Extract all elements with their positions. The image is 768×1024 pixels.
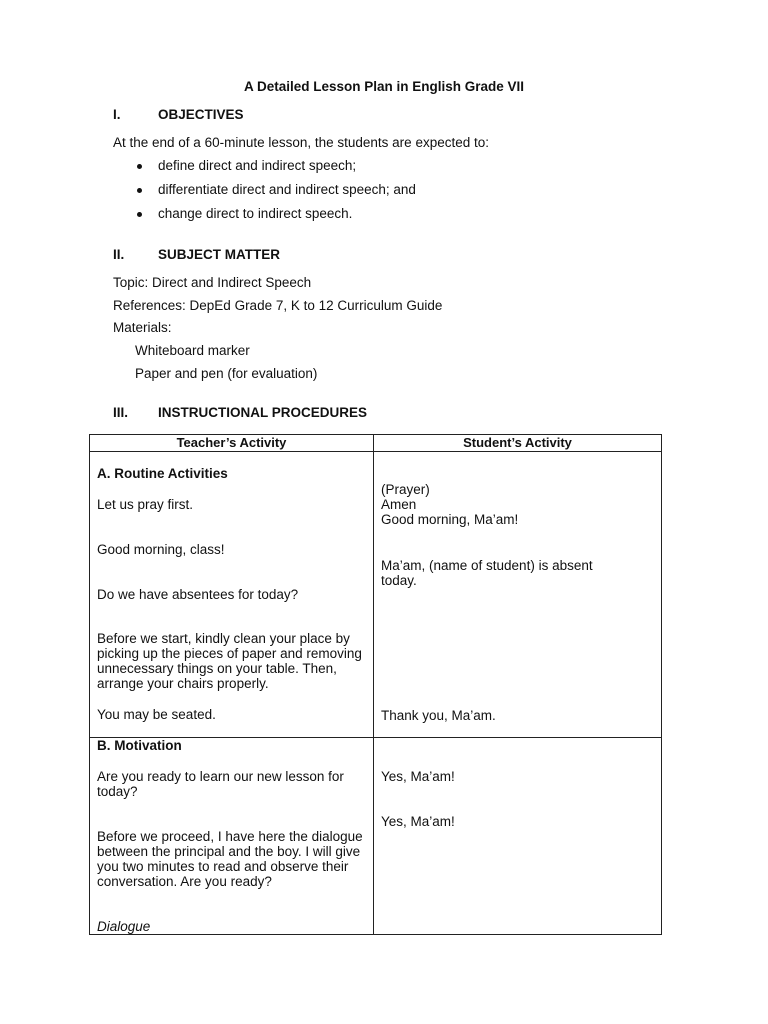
material-item: Paper and pen (for evaluation) — [135, 366, 318, 381]
objectives-number: I. — [113, 107, 121, 122]
teacher-line: Before we start, kindly clean your place by picking up the pieces of paper and removing unnecessary things on your table. Then, arrange your chairs properly. — [97, 631, 362, 691]
topic-line: Topic: Direct and Indirect Speech — [113, 275, 312, 290]
materials-label: Materials: — [113, 320, 172, 335]
procedures-heading: INSTRUCTIONAL PROCEDURES — [158, 405, 368, 420]
objectives-intro: At the end of a 60-minute lesson, the students are expected to: — [113, 135, 489, 150]
motivation-heading: B. Motivation — [97, 738, 182, 753]
objective-item: change direct to indirect speech. — [158, 206, 353, 221]
references-line: References: DepEd Grade 7, K to 12 Curriculum Guide — [113, 298, 443, 313]
subject-matter-number: II. — [113, 247, 125, 262]
student-line: Good morning, Ma’am! — [381, 512, 519, 527]
student-line: Ma’am, (name of student) is absent today. — [381, 558, 593, 588]
objective-item: differentiate direct and indirect speech; and — [158, 182, 416, 197]
student-line: (Prayer) — [381, 482, 430, 497]
teacher-line: Dialogue — [97, 919, 151, 934]
objectives-heading: OBJECTIVES — [158, 107, 244, 122]
subject-matter-heading: SUBJECT MATTER — [158, 247, 281, 262]
routine-student-cell — [374, 452, 662, 738]
student-line: Yes, Ma’am! — [381, 769, 455, 784]
procedures-table — [89, 434, 662, 935]
bullet-icon — [137, 212, 142, 217]
document-title: A Detailed Lesson Plan in English Grade VII — [243, 79, 525, 94]
motivation-student-cell — [374, 738, 662, 935]
teacher-activity-header: Teacher’s Activity — [90, 435, 374, 452]
routine-teacher-cell — [90, 452, 374, 738]
material-item: Whiteboard marker — [135, 343, 250, 358]
procedures-number: III. — [113, 405, 129, 420]
motivation-teacher-cell — [90, 738, 374, 935]
student-line: Amen — [381, 497, 417, 512]
routine-heading: A. Routine Activities — [97, 466, 228, 481]
objective-item: define direct and indirect speech; — [158, 158, 357, 173]
teacher-line: Are you ready to learn our new lesson for today? — [97, 769, 344, 799]
table-header-row — [90, 435, 662, 452]
teacher-line: Let us pray first. — [97, 497, 194, 512]
student-line: Yes, Ma’am! — [381, 814, 455, 829]
teacher-line: You may be seated. — [97, 707, 216, 722]
teacher-line: Good morning, class! — [97, 542, 225, 557]
table-row — [90, 738, 662, 935]
bullet-icon — [137, 188, 142, 193]
bullet-icon — [137, 164, 142, 169]
student-activity-header: Student’s Activity — [374, 435, 662, 452]
student-line: Thank you, Ma’am. — [381, 708, 496, 723]
teacher-line: Do we have absentees for today? — [97, 587, 299, 602]
teacher-line: Before we proceed, I have here the dialogue between the principal and the boy. I will give you two minutes to read and observe their conversation. Are you ready? — [97, 829, 363, 889]
table-row — [90, 452, 662, 738]
